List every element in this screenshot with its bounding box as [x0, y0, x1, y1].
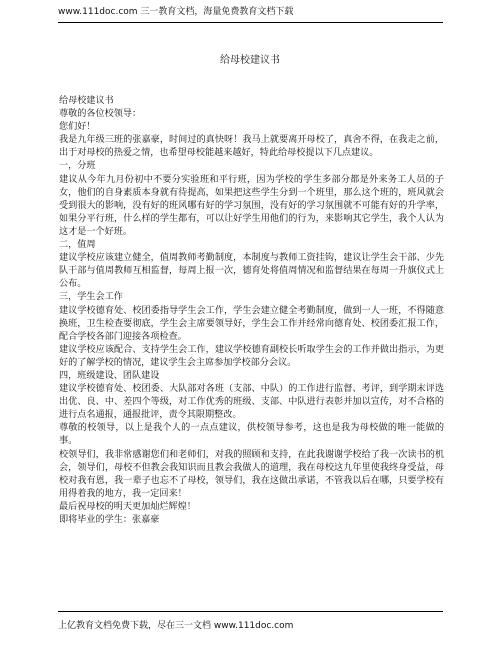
body-paragraph: 建议学校德育处、校团委指导学生会工作，学生会建立健全考勤制度，做到一人一班，不得随意换班，卫生检查要彻底，学生会主席要领导好，学生会工作并经常向德育处、校团委汇报工作，配合学校各部门迎接各项检查。 [59, 305, 444, 342]
closing-wish: 最后祝母校的明天更加灿烂辉煌！ [59, 501, 196, 512]
greeting: 您们好！ [59, 122, 96, 133]
section-heading: 一，分班 [59, 161, 96, 172]
page-header-text: www.111doc.com 三一教育文档，海量免费教育文档下载 [58, 7, 294, 17]
header-divider [58, 22, 443, 23]
body-paragraph: 建议从今年九月份初中不要分实验班和平行班，因为学校的学生多部分都是外来务工人员的子女，他们的自身素质本身就有待提高，如果把这些学生分到一个班里，那么这个班的，班风就会受到很大的影响，没有好的班风哪有好的学习氛围，没有好的学习氛围就不可能有好的升学率，如果分平行班，什么样的学生都有，可以让好学生用他们的行为，来影响其它学生，我个人认为这才是一个好班。 [59, 174, 444, 237]
signature-line: 即将毕业的学生：张嘉豪 [59, 515, 160, 525]
body-paragraph: 校领导们，我非常感谢您们和老师们，对我的照顾和支持，在此我谢谢学校给了我一次读书的机会，领导们，母校不但教会我知识而且教会我做人的道理，我在母校这九年里使我终身受益，母校对我有恩，我一辈子也忘不了母校，领导们，我在这做出承诺，不管我以后在哪，只要学校有用得着我的地方，我一定回来！ [59, 449, 444, 499]
body-paragraph: 建议学校应该配合、支持学生会工作，建议学校德育副校长听取学生会的工作并做出指示，为更好的了解学校的情况，建议学生会主席参加学校部分会议。 [59, 344, 444, 368]
salutation-title: 给母校建议书 [59, 96, 114, 106]
salutation-recipient: 尊敬的各位校领导： [59, 109, 142, 120]
document-title: 给母校建议书 [220, 55, 280, 66]
footer-divider [58, 611, 443, 612]
body-paragraph: 建议学校应该建立健全，值周教师考勤制度，本制度与教师工资挂钩，建议让学生会干部、少先队干部与值周教师互相监督，每周上报一次，德育处将值周情况和监督结果在每周一升旗仪式上公布。 [59, 253, 444, 290]
document-body [59, 95, 444, 527]
page-footer-text: 上亿教育文档免费下载，尽在三一文档 www.111doc.com [58, 621, 294, 631]
body-paragraph: 我是九年级三班的张嘉豪，时间过的真快呀！我马上就要离开母校了，真舍不得，在我走之前，出于对母校的热爱之情，也希望母校能越来越好，特此给母校提以下几点建议。 [59, 135, 444, 159]
section-heading: 四，班级建设、团队建设 [59, 370, 160, 381]
body-paragraph: 建议学校德育处、校团委、大队部对各班（支部、中队）的工作进行监督、考评，到学期末评选出优、良、中、差四个等级，对工作优秀的班级、支部、中队进行表彰并加以宣传，对不合格的进行点名通报，通报批评，责令其限期整改。 [59, 384, 444, 421]
section-heading: 三，学生会工作 [59, 292, 123, 303]
section-heading: 二，值周 [59, 240, 96, 251]
body-paragraph: 尊敬的校领导，以上是我个人的一点点建议，供校领导参考，这也是我为母校做的唯一能做的事。 [59, 423, 444, 447]
